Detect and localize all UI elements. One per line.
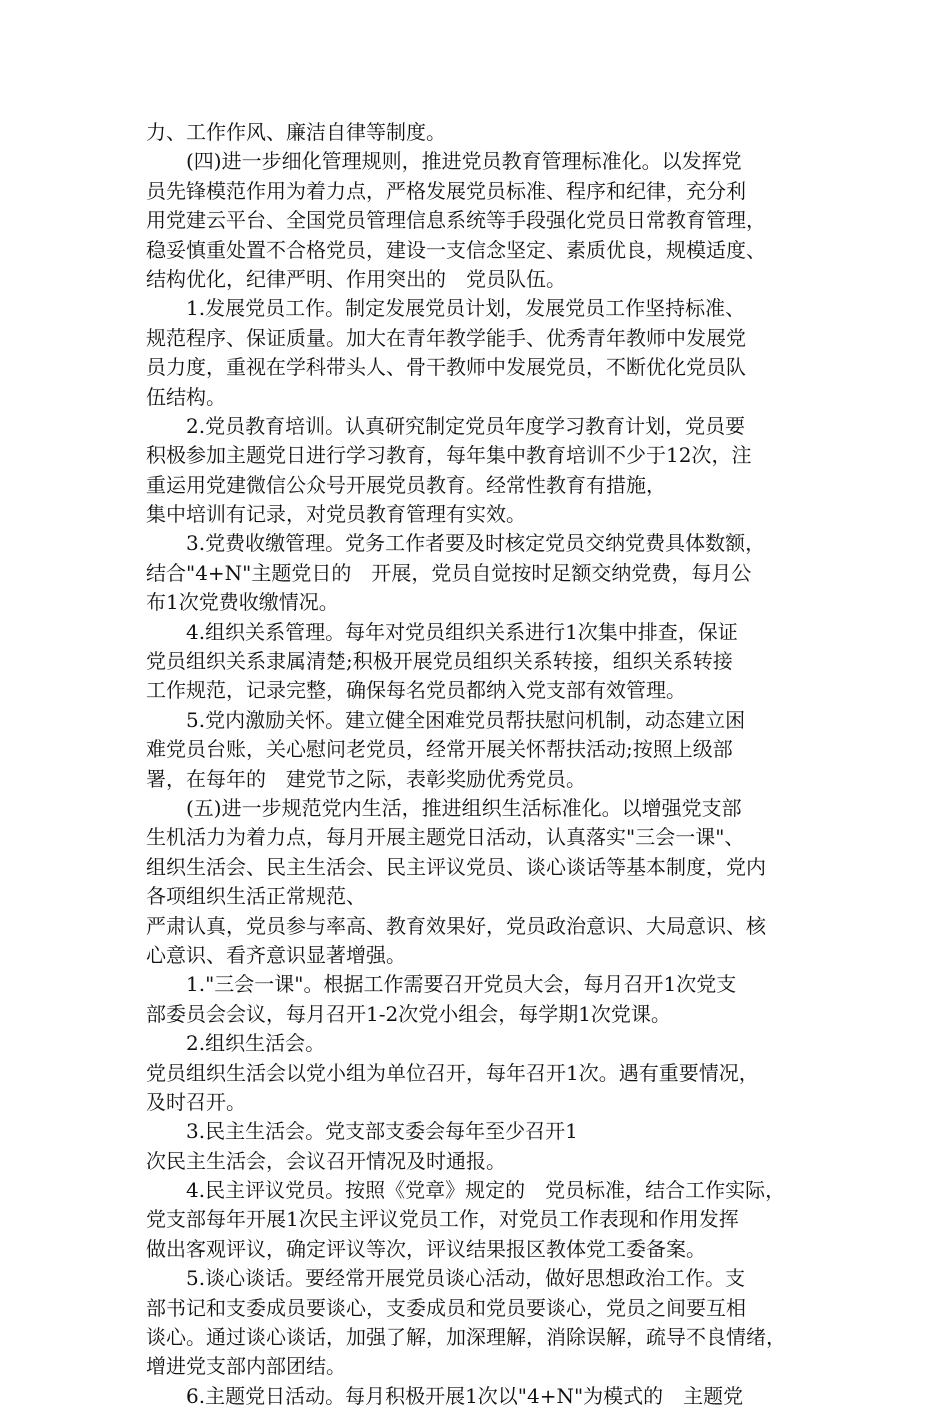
text-line: 3.民主生活会。党支部支委会每年至少召开1 — [186, 1119, 578, 1144]
text-line: 规范程序、保证质量。加大在青年教学能手、优秀青年教师中发展党 — [146, 325, 746, 350]
text-line: 部委员会会议，每月召开1-2次党小组会，每学期1次党课。 — [146, 1001, 671, 1026]
text-line: 伍结构。 — [146, 384, 226, 409]
document-page — [146, 118, 808, 1411]
text-line: 3.党费收缴管理。党务工作者要及时核定党员交纳党费具体数额， — [186, 531, 766, 556]
text-line: 稳妥慎重处置不合格党员，建设一支信念坚定、素质优良，规模适度、 — [146, 237, 766, 262]
text-line: 部书记和支委成员要谈心，支委成员和党员要谈心，党员之间要互相 — [146, 1295, 746, 1320]
text-line: 严肃认真，党员参与率高、教育效果好，党员政治意识、大局意识、核 — [146, 913, 766, 938]
text-line: 难党员台账，关心慰问老党员，经常开展关怀帮扶活动;按照上级部 — [146, 737, 733, 762]
text-line: 1."三会一课"。根据工作需要召开党员大会，每月召开1次党支 — [186, 972, 737, 997]
text-line: 党支部每年开展1次民主评议党员工作，对党员工作表现和作用发挥 — [146, 1207, 739, 1232]
text-line: 重运用党建微信公众号开展党员教育。经常性教育有措施， — [146, 472, 666, 497]
text-line: 2.党员教育培训。认真研究制定党员年度学习教育计划，党员要 — [186, 413, 746, 438]
text-line: 用党建云平台、全国党员管理信息系统等手段强化党员日常教育管理， — [146, 208, 766, 233]
text-line: 员力度，重视在学科带头人、骨干教师中发展党员，不断优化党员队 — [146, 355, 746, 380]
text-line: 员先锋模范作用为着力点，严格发展党员标准、程序和纪律，充分利 — [146, 178, 746, 203]
text-line: 4.民主评议党员。按照《党章》规定的 党员标准，结合工作实际， — [186, 1178, 786, 1203]
text-line: 做出客观评议，确定评议等次，评议结果报区教体党工委备案。 — [146, 1236, 706, 1261]
text-line: 组织生活会、民主生活会、民主评议党员、谈心谈话等基本制度，党内 — [146, 854, 766, 879]
text-line: 积极参加主题党日进行学习教育，每年集中教育培训不少于12次，注 — [146, 443, 752, 468]
text-line: 谈心。通过谈心谈话，加强了解，加深理解，消除误解，疏导不良情绪， — [146, 1325, 786, 1350]
text-line: 生机活力为着力点，每月开展主题党日活动，认真落实"三会一课"、 — [146, 825, 745, 850]
text-line: 力、工作作风、廉洁自律等制度。 — [146, 120, 446, 144]
text-line: 结合"4+N"主题党日的 开展，党员自觉按时足额交纳党费，每月公 — [146, 560, 752, 585]
text-line: 党员组织关系隶属清楚;积极开展党员组织关系转接，组织关系转接 — [146, 649, 733, 674]
text-line: 次民主生活会，会议召开情况及时通报。 — [146, 1148, 506, 1173]
text-line: 2.组织生活会。 — [186, 1031, 326, 1056]
text-line: 5.谈心谈话。要经常开展党员谈心活动，做好思想政治工作。支 — [186, 1266, 746, 1291]
text-line: 1.发展党员工作。制定发展党员计划，发展党员工作坚持标准、 — [186, 296, 746, 321]
text-line: 心意识、看齐意识显著增强。 — [146, 942, 406, 967]
text-line: 6.主题党日活动。每月积极开展1次以"4+N"为模式的 主题党 — [186, 1383, 744, 1408]
text-line: (五)进一步规范党内生活，推进组织生活标准化。以增强党支部 — [186, 795, 742, 820]
text-line: (四)进一步细化管理规则，推进党员教育管理标准化。以发挥党 — [186, 149, 742, 174]
text-line: 工作规范，记录完整，确保每名党员都纳入党支部有效管理。 — [146, 678, 686, 703]
text-line: 署，在每年的 建党节之际，表彰奖励优秀党员。 — [146, 766, 586, 791]
text-line: 结构优化，纪律严明、作用突出的 党员队伍。 — [146, 266, 566, 291]
text-line: 4.组织关系管理。每年对党员组织关系进行1次集中排查，保证 — [186, 619, 738, 644]
text-line: 5.党内激励关怀。建立健全困难党员帮扶慰问机制，动态建立困 — [186, 707, 746, 732]
text-line: 党员组织生活会以党小组为单位召开，每年召开1次。遇有重要情况， — [146, 1060, 759, 1085]
text-line: 增进党支部内部团结。 — [146, 1354, 346, 1379]
text-line: 集中培训有记录，对党员教育管理有实效。 — [146, 502, 526, 527]
text-line: 及时召开。 — [146, 1089, 246, 1114]
text-line: 各项组织生活正常规范、 — [146, 884, 366, 909]
text-line: 布1次党费收缴情况。 — [146, 590, 339, 615]
